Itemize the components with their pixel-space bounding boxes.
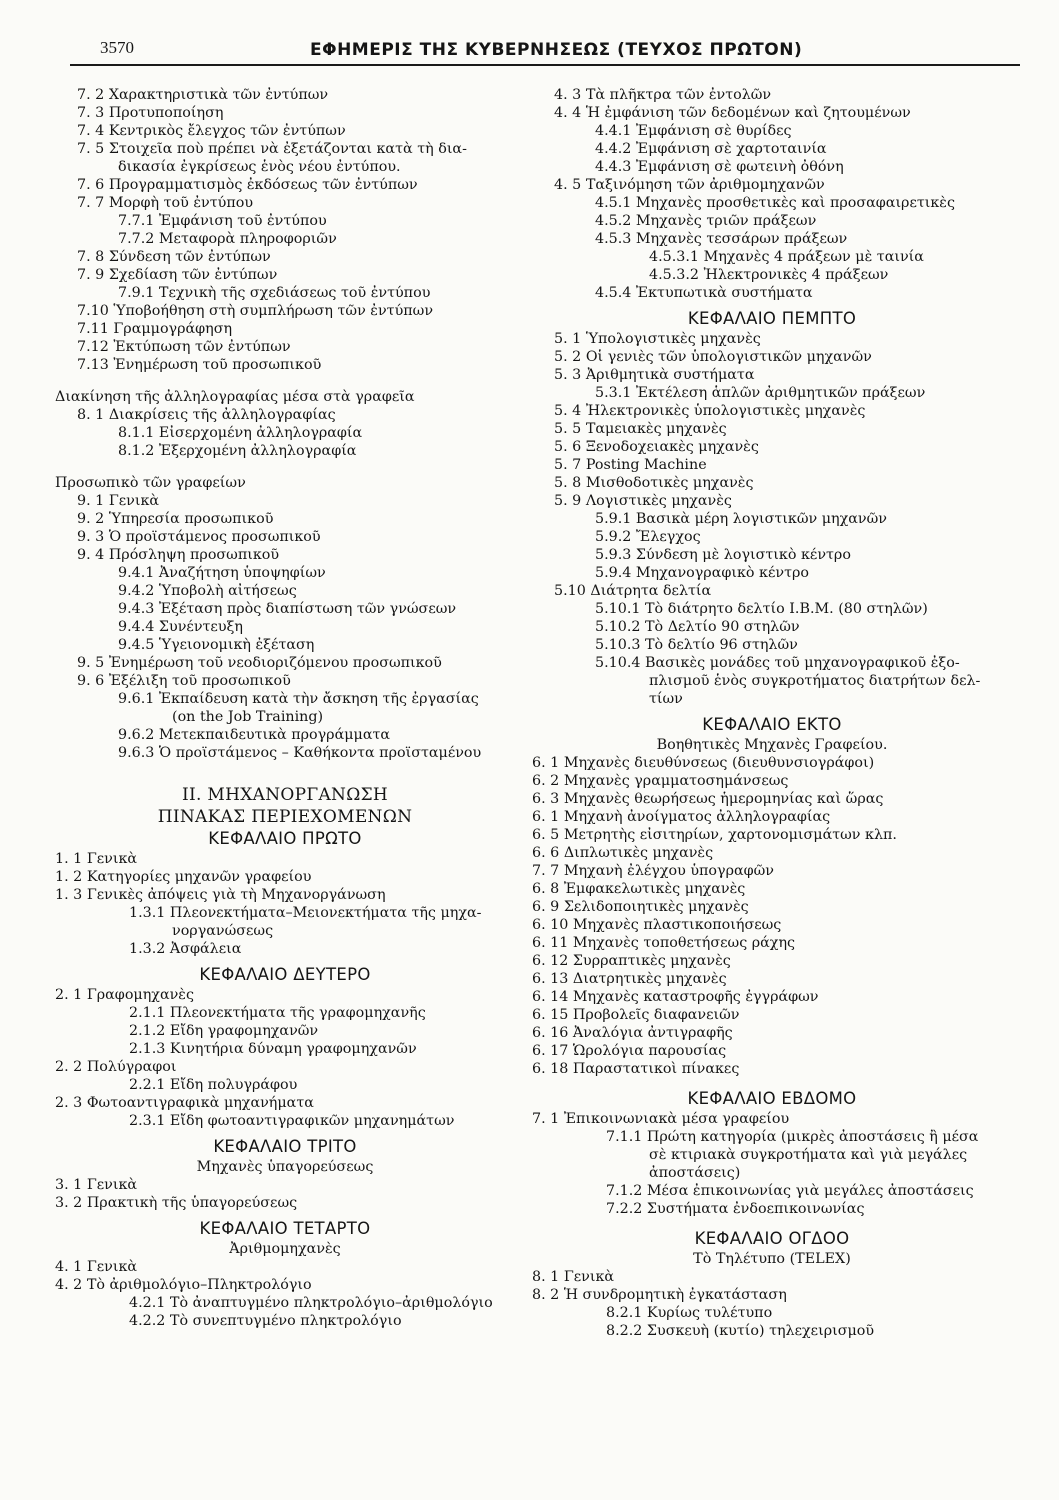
toc-entry: 7. 5 Στοιχεῖα ποὺ πρέπει νὰ ἐξετάζονται κατὰ τὴ δια- xyxy=(77,141,467,157)
toc-entry: 5.10 Διάτρητα δελτία xyxy=(554,583,712,599)
spacer xyxy=(532,1218,1012,1228)
toc-entry: 8.1.2 Ἐξερχομένη ἀλληλογραφία xyxy=(118,443,357,459)
toc-entry: 9. 5 Ἐνημέρωση τοῦ νεοδιοριζόμενου προσωπικοῦ xyxy=(77,655,442,671)
toc-entry: 4.2.1 Τὸ ἀναπτυγμένο πληκτρολόγιο–ἀριθμολόγιο xyxy=(129,1295,493,1311)
toc-entry: 9. 3 Ὁ προϊστάμενος προσωπικοῦ xyxy=(77,529,321,545)
toc-entry: 5. 1 Ὑπολογιστικὲς μηχανὲς xyxy=(554,331,761,347)
toc-entry: 5. 2 Οἱ γενιὲς τῶν ὑπολογιστικῶν μηχανῶν xyxy=(554,349,872,365)
toc-entry: 2.1.3 Κινητήρια δύναμη γραφομηχανῶν xyxy=(129,1041,417,1057)
toc-entry: 5. 7 Posting Machine xyxy=(554,457,707,473)
toc-entry: 9.4.5 Ὑγειονομικὴ ἐξέταση xyxy=(118,637,315,653)
chapter-heading: ΚΕΦΑΛΑΙΟ ΠΕΜΠΤΟ xyxy=(687,309,857,328)
toc-entry: 5. 3 Ἀριθμητικὰ συστήματα xyxy=(554,367,755,383)
chapter-heading: ΚΕΦΑΛΑΙΟ ΔΕΥΤΕΡΟ xyxy=(199,965,371,984)
toc-entry: 5.3.1 Ἐκτέλεση ἁπλῶν ἀριθμητικῶν πράξεων xyxy=(595,385,926,401)
toc-entry: 7.7.1 Ἐμφάνιση τοῦ ἐντύπου xyxy=(118,213,327,229)
chapter-heading: ΚΕΦΑΛΑΙΟ ΠΡΩΤΟ xyxy=(208,829,362,848)
toc-entry: 6. 10 Μηχανὲς πλαστικοποιήσεως xyxy=(532,917,782,933)
toc-entry: 2.1.1 Πλεονεκτήματα τῆς γραφομηχανῆς xyxy=(129,1005,426,1021)
toc-entry: 9.6.1 Ἐκπαίδευση κατὰ τὴν ἄσκηση τῆς ἐργασίας xyxy=(118,691,479,707)
toc-entry: 9.4.2 Ὑποβολὴ αἰτήσεως xyxy=(118,583,297,599)
toc-entry: 5. 5 Ταμειακὲς μηχανὲς xyxy=(554,421,727,437)
toc-entry: 6. 3 Μηχανὲς θεωρήσεως ἡμερομηνίας καὶ ὥρας xyxy=(532,791,884,807)
toc-entry: 3. 2 Πρακτικὴ τῆς ὑπαγορεύσεως xyxy=(55,1195,298,1211)
toc-entry: σὲ κτιριακὰ συγκροτήματα καὶ γιὰ μεγάλες xyxy=(649,1147,968,1163)
toc-entry: 6. 9 Σελιδοποιητικὲς μηχανὲς xyxy=(532,899,749,915)
toc-entry: 4.5.3 Μηχανὲς τεσσάρων πράξεων xyxy=(595,231,848,247)
toc-entry: 4.5.1 Μηχανὲς προσθετικὲς καὶ προσαφαιρετικὲς xyxy=(595,195,955,211)
toc-entry: 4.4.1 Ἐμφάνιση σὲ θυρίδες xyxy=(595,123,792,139)
toc-entry: 4.4.2 Ἐμφάνιση σὲ χαρτοταινία xyxy=(595,141,827,157)
toc-entry: 5.10.2 Τὸ Δελτίο 90 στηλῶν xyxy=(595,619,800,635)
toc-entry: 5.9.4 Μηχανογραφικὸ κέντρο xyxy=(595,565,810,581)
spacer xyxy=(55,374,515,388)
toc-entry: δικασία ἐγκρίσεως ἑνὸς νέου ἐντύπου. xyxy=(118,159,401,175)
toc-entry: ἀποστάσεις) xyxy=(649,1165,741,1181)
section-heading: ΠΙΝΑΚΑΣ ΠΕΡΙΕΧΟΜΕΝΩΝ xyxy=(157,807,413,827)
chapter-subtitle: Τὸ Τηλέτυπο (TELEX) xyxy=(693,1251,851,1267)
toc-entry: 6. 1 Μηχανὲς διευθύνσεως (διευθυνσιογράφοι) xyxy=(532,755,875,771)
toc-entry: 6. 13 Διατρητικὲς μηχανὲς xyxy=(532,971,727,987)
toc-entry: 6. 18 Παραστατικοὶ πίνακες xyxy=(532,1061,740,1077)
running-head: ΕΦΗΜΕΡΙΣ ΤΗΣ ΚΥΒΕΡΝΗΣΕΩΣ (ΤΕΥΧΟΣ ΠΡΩΤΟΝ) xyxy=(310,40,803,60)
chapter-heading: ΚΕΦΑΛΑΙΟ ΤΡΙΤΟ xyxy=(213,1137,357,1156)
toc-entry: 2.2.1 Εἴδη πολυγράφου xyxy=(129,1077,298,1093)
toc-entry: 6. 8 Ἐμφακελωτικὲς μηχανὲς xyxy=(532,881,746,897)
toc-entry: 8. 2 Ἡ συνδρομητικὴ ἐγκατάσταση xyxy=(532,1287,787,1303)
toc-entry: 7. 6 Προγραμματισμὸς ἐκδόσεως τῶν ἐντύπων xyxy=(77,177,418,193)
toc-entry: 8.2.1 Κυρίως τυλέτυπο xyxy=(606,1305,773,1321)
toc-entry: 4. 3 Τὰ πλῆκτρα τῶν ἐντολῶν xyxy=(554,87,772,103)
toc-entry: 4. 2 Τὸ ἀριθμολόγιο–Πληκτρολόγιο xyxy=(55,1277,312,1293)
toc-entry: 7.7.2 Μεταφορὰ πληροφοριῶν xyxy=(118,231,337,247)
toc-entry: 7.10 Ὑποβοήθηση στὴ συμπλήρωση τῶν ἐντύπων xyxy=(77,303,434,319)
right-column xyxy=(532,86,1012,1340)
toc-entry: 6. 2 Μηχανὲς γραμματοσημάνσεως xyxy=(532,773,789,789)
toc-entry: 6. 12 Συρραπτικὲς μηχανὲς xyxy=(532,953,731,969)
toc-entry: (on the Job Training) xyxy=(172,709,324,725)
toc-entry: 9. 4 Πρόσληψη προσωπικοῦ xyxy=(77,547,280,563)
toc-entry: 5.9.3 Σύνδεση μὲ λογιστικὸ κέντρο xyxy=(595,547,851,563)
toc-entry: 7. 1 Ἐπικοινωνιακὰ μέσα γραφείου xyxy=(532,1111,790,1127)
chapter-heading: ΚΕΦΑΛΑΙΟ ΤΕΤΑΡΤΟ xyxy=(199,1219,371,1238)
toc-entry: 7. 7 Μορφὴ τοῦ ἐντύπου xyxy=(77,195,254,211)
toc-entry: 1.3.1 Πλεονεκτήματα–Μειονεκτήματα τῆς μηχα- xyxy=(129,905,482,921)
toc-entry: 6. 11 Μηχανὲς τοποθετήσεως ράχης xyxy=(532,935,796,951)
toc-entry: 1. 1 Γενικὰ xyxy=(55,851,138,867)
spacer xyxy=(532,1078,1012,1088)
toc-entry: 7.13 Ἐνημέρωση τοῦ προσωπικοῦ xyxy=(77,357,322,373)
chapter-heading: ΚΕΦΑΛΑΙΟ ΟΓΔΟΟ xyxy=(694,1229,850,1248)
toc-entry: νοργανώσεως xyxy=(172,923,274,939)
toc-entry: 7.12 Ἐκτύπωση τῶν ἐντύπων xyxy=(77,339,291,355)
spacer xyxy=(55,460,515,474)
toc-entry: 6. 6 Διπλωτικὲς μηχανὲς xyxy=(532,845,714,861)
toc-entry: 7. 9 Σχεδίαση τῶν ἐντύπων xyxy=(77,267,278,283)
chapter-heading: ΚΕΦΑΛΑΙΟ ΕΒΔΟΜΟ xyxy=(687,1089,857,1108)
toc-entry: Προσωπικὸ τῶν γραφείων xyxy=(55,475,246,491)
toc-entry: 4. 5 Ταξινόμηση τῶν ἀριθμομηχανῶν xyxy=(554,177,825,193)
toc-entry: 7.9.1 Τεχνικὴ τῆς σχεδιάσεως τοῦ ἐντύπου xyxy=(118,285,431,301)
toc-entry: 6. 14 Μηχανὲς καταστροφῆς ἐγγράφων xyxy=(532,989,819,1005)
toc-entry: 7.2.2 Συστήματα ἐνδοεπικοινωνίας xyxy=(606,1201,865,1217)
toc-entry: 5. 6 Ξενοδοχειακὲς μηχανὲς xyxy=(554,439,759,455)
toc-entry: 7.1.2 Μέσα ἐπικοινωνίας γιὰ μεγάλες ἀποστάσεις xyxy=(606,1183,974,1199)
toc-entry: 2. 3 Φωτοαντιγραφικὰ μηχανήματα xyxy=(55,1095,314,1111)
toc-entry: 5.10.4 Βασικὲς μονάδες τοῦ μηχανογραφικοῦ ἐξο- xyxy=(595,655,960,671)
toc-entry: 2.3.1 Εἴδη φωτοαντιγραφικῶν μηχανημάτων xyxy=(129,1113,455,1129)
toc-entry: 5. 8 Μισθοδοτικὲς μηχανὲς xyxy=(554,475,754,491)
toc-entry: 6. 15 Προβολεῖς διαφανειῶν xyxy=(532,1007,740,1023)
toc-entry: 5.9.1 Βασικὰ μέρη λογιστικῶν μηχανῶν xyxy=(595,511,887,527)
spacer xyxy=(55,762,515,784)
toc-entry: 9.4.1 Ἀναζήτηση ὑποψηφίων xyxy=(118,565,326,581)
toc-entry: 7. 4 Κεντρικὸς ἔλεγχος τῶν ἐντύπων xyxy=(77,123,346,139)
toc-entry: 5. 9 Λογιστικὲς μηχανὲς xyxy=(554,493,732,509)
toc-entry: 4. 4 Ἡ ἐμφάνιση τῶν δεδομένων καὶ ζητουμένων xyxy=(554,105,911,121)
toc-entry: 4.5.3.2 Ἠλεκτρονικὲς 4 πράξεων xyxy=(649,267,889,283)
toc-entry: 8. 1 Γενικὰ xyxy=(532,1269,615,1285)
toc-entry: 8.1.1 Εἰσερχομένη ἀλληλογραφία xyxy=(118,425,363,441)
toc-entry: πλισμοῦ ἑνὸς συγκροτήματος διατρήτων δελ- xyxy=(649,673,981,689)
toc-entry: 9.6.3 Ὁ προϊστάμενος – Καθήκοντα προϊσταμένου xyxy=(118,745,482,761)
toc-entry: 1. 2 Κατηγορίες μηχανῶν γραφείου xyxy=(55,869,312,885)
chapter-subtitle: Βοηθητικὲς Μηχανὲς Γραφείου. xyxy=(656,737,888,753)
toc-entry: 4.5.4 Ἐκτυπωτικὰ συστήματα xyxy=(595,285,813,301)
toc-entry: 7. 3 Προτυποποίηση xyxy=(77,105,224,121)
toc-entry: τίων xyxy=(649,691,683,707)
toc-entry: 5.10.3 Τὸ δελτίο 96 στηλῶν xyxy=(595,637,798,653)
toc-entry: 4.5.3.1 Μηχανὲς 4 πράξεων μὲ ταινία xyxy=(649,249,924,265)
toc-entry: 5.10.1 Τὸ διάτρητο δελτίο Ι.Β.Μ. (80 στηλῶν) xyxy=(595,601,928,617)
toc-entry: 9.4.4 Συνέντευξη xyxy=(118,619,243,635)
toc-entry: 5. 4 Ἠλεκτρονικὲς ὑπολογιστικὲς μηχανὲς xyxy=(554,403,866,419)
toc-entry: 9. 2 Ὑπηρεσία προσωπικοῦ xyxy=(77,511,274,527)
toc-entry: 9.6.2 Μετεκπαιδευτικὰ προγράμματα xyxy=(118,727,391,743)
toc-entry: 2. 2 Πολύγραφοι xyxy=(55,1059,177,1075)
toc-entry: 4.4.3 Ἐμφάνιση σὲ φωτεινὴ ὀθόνη xyxy=(595,159,844,175)
toc-entry: 2. 1 Γραφομηχανὲς xyxy=(55,987,194,1003)
toc-entry: 9. 1 Γενικὰ xyxy=(77,493,160,509)
left-column xyxy=(55,86,515,1330)
toc-entry: 1.3.2 Ἀσφάλεια xyxy=(129,941,242,957)
toc-entry: 6. 17 Ὡρολόγια παρουσίας xyxy=(532,1043,727,1059)
toc-entry: 4. 1 Γενικὰ xyxy=(55,1259,138,1275)
chapter-subtitle: Μηχανὲς ὑπαγορεύσεως xyxy=(196,1159,374,1175)
toc-entry: 7.1.1 Πρώτη κατηγορία (μικρὲς ἀποστάσεις ἢ μέσα xyxy=(606,1129,979,1145)
toc-entry: 7. 8 Σύνδεση τῶν ἐντύπων xyxy=(77,249,271,265)
toc-entry: 7. 2 Χαρακτηριστικὰ τῶν ἐντύπων xyxy=(77,87,329,103)
chapter-heading: ΚΕΦΑΛΑΙΟ ΕΚΤΟ xyxy=(702,715,842,734)
toc-entry: 7. 7 Μηχανὴ ἐλέγχου ὑπογραφῶν xyxy=(532,863,774,879)
toc-entry: 6. 1 Μηχανὴ ἀνοίγματος ἀλληλογραφίας xyxy=(532,809,831,825)
toc-entry: 9. 6 Ἐξέλιξη τοῦ προσωπικοῦ xyxy=(77,673,291,689)
toc-entry: 7.11 Γραμμογράφηση xyxy=(77,321,233,337)
toc-entry: 4.2.2 Τὸ συνεπτυγμένο πληκτρολόγιο xyxy=(129,1313,402,1329)
toc-entry: 4.5.2 Μηχανὲς τριῶν πράξεων xyxy=(595,213,817,229)
toc-entry: 6. 5 Μετρητὴς εἰσιτηρίων, χαρτονομισμάτων κλπ. xyxy=(532,827,897,843)
toc-entry: Διακίνηση τῆς ἀλληλογραφίας μέσα στὰ γραφεῖα xyxy=(55,389,415,405)
toc-entry: 3. 1 Γενικὰ xyxy=(55,1177,138,1193)
section-heading: ΙΙ. ΜΗΧΑΝΟΡΓΑΝΩΣΗ xyxy=(181,785,389,805)
toc-entry: 8. 1 Διακρίσεις τῆς ἀλληλογραφίας xyxy=(77,407,336,423)
chapter-subtitle: Ἀριθμομηχανὲς xyxy=(229,1241,341,1257)
toc-entry: 9.4.3 Ἐξέταση πρὸς διαπίστωση τῶν γνώσεων xyxy=(118,601,457,617)
header-rule xyxy=(70,64,1020,66)
toc-entry: 2.1.2 Εἴδη γραφομηχανῶν xyxy=(129,1023,319,1039)
toc-entry: 8.2.2 Συσκευὴ (κυτίο) τηλεχειρισμοῦ xyxy=(606,1323,875,1339)
page-number: 3570 xyxy=(100,38,134,57)
toc-entry: 5.9.2 Ἔλεγχος xyxy=(595,529,701,545)
toc-entry: 6. 16 Ἀναλόγια ἀντιγραφῆς xyxy=(532,1025,733,1041)
toc-entry: 1. 3 Γενικὲς ἀπόψεις γιὰ τὴ Μηχανοργάνωση xyxy=(55,887,386,903)
